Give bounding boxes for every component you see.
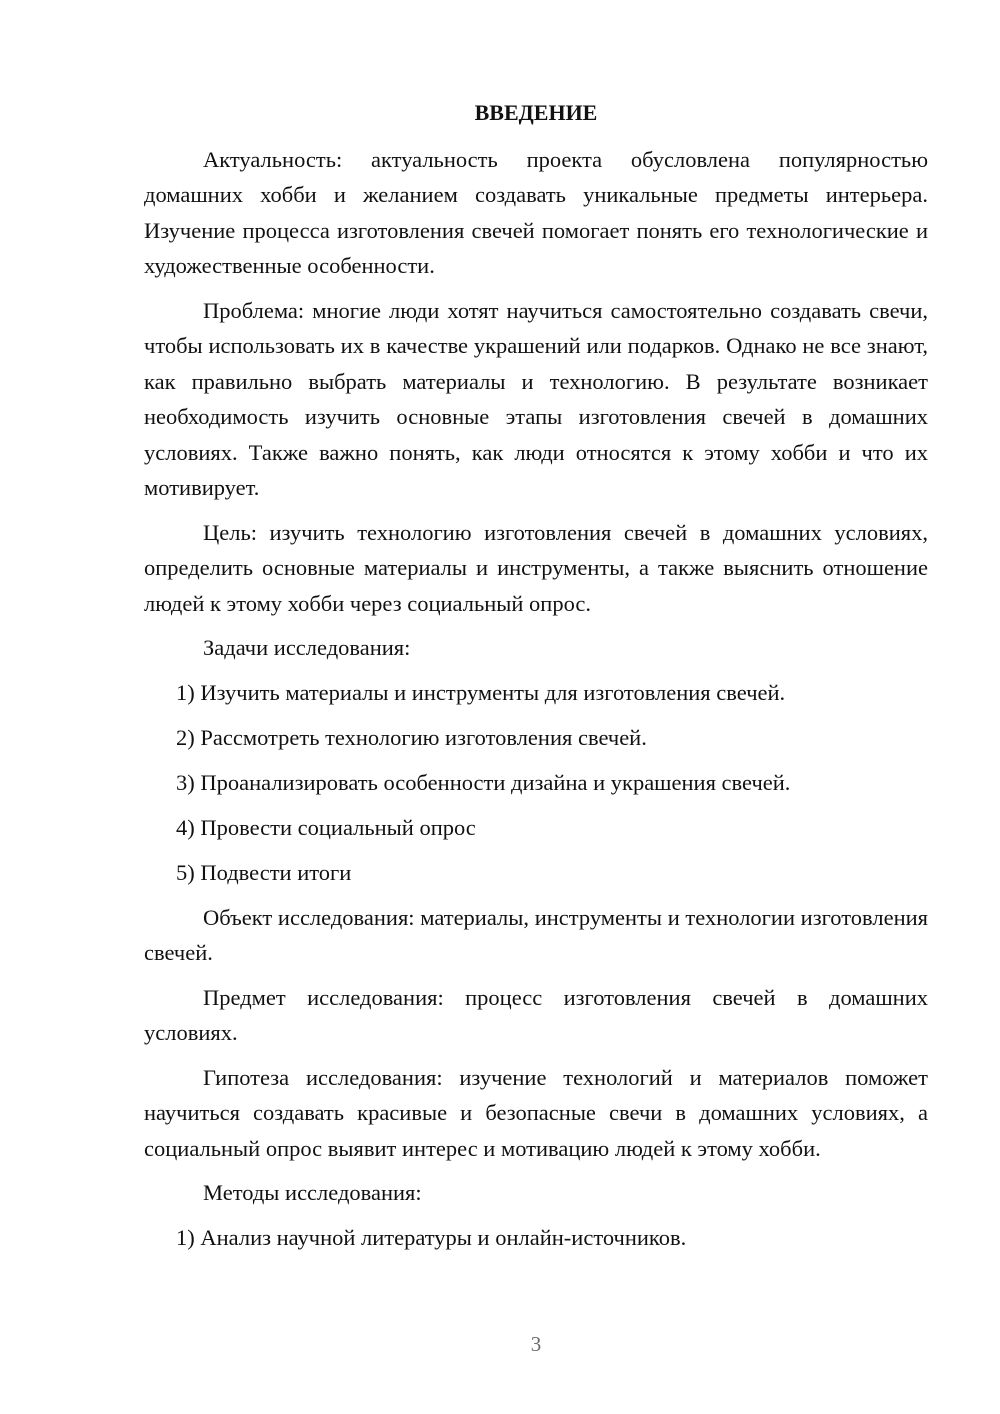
paragraph-subject: Предмет исследования: процесс изготовления свечей в домашних условиях. bbox=[144, 984, 928, 1045]
tasks-heading: Задачи исследования: bbox=[203, 635, 411, 660]
paragraph-goal: Цель: изучить технологию изготовления свечей в домашних условиях, определить основные материалы и инструменты, а также выяснить отношение людей к этому хобби через социальный опрос. bbox=[144, 519, 928, 616]
methods-heading: Методы исследования: bbox=[203, 1180, 422, 1205]
tasks-list bbox=[144, 675, 928, 891]
page-number: 3 bbox=[530, 1332, 542, 1356]
methods-list bbox=[144, 1220, 928, 1256]
list-item: 4) Провести социальный опрос bbox=[176, 814, 476, 840]
paragraph-relevance: Актуальность: актуальность проекта обусловлена популярностью домашних хобби и желанием создавать уникальные предметы интерьера. Изучение процесса изготовления свечей помогает понять его технологические и художественные особенности. bbox=[144, 146, 928, 278]
paragraph-object: Объект исследования: материалы, инструменты и технологии изготовления свечей. bbox=[144, 904, 928, 965]
section-title: ВВЕДЕНИЕ bbox=[474, 100, 598, 125]
list-item: 1) Анализ научной литературы и онлайн-источников. bbox=[176, 1224, 687, 1250]
list-item: 3) Проанализировать особенности дизайна и украшения свечей. bbox=[176, 769, 791, 795]
list-item: 5) Подвести итоги bbox=[176, 859, 352, 885]
page-content bbox=[144, 95, 928, 1265]
paragraph-problem: Проблема: многие люди хотят научиться самостоятельно создавать свечи, чтобы использовать их в качестве украшений или подарков. Однако не все знают, как правильно выбрать материалы и технологию. В результате возникает необходимость изучить основные этапы изготовления свечей в домашних условиях. Также важно понять, как люди относятся к этому хобби и что их мотивирует. bbox=[144, 297, 928, 500]
list-item: 2) Рассмотреть технологию изготовления свечей. bbox=[176, 724, 647, 750]
list-item: 1) Изучить материалы и инструменты для изготовления свечей. bbox=[176, 679, 786, 705]
paragraph-hypothesis: Гипотеза исследования: изучение технологий и материалов поможет научиться создавать красивые и безопасные свечи в домашних условиях, а социальный опрос выявит интерес и мотивацию людей к этому хобби. bbox=[144, 1064, 928, 1161]
